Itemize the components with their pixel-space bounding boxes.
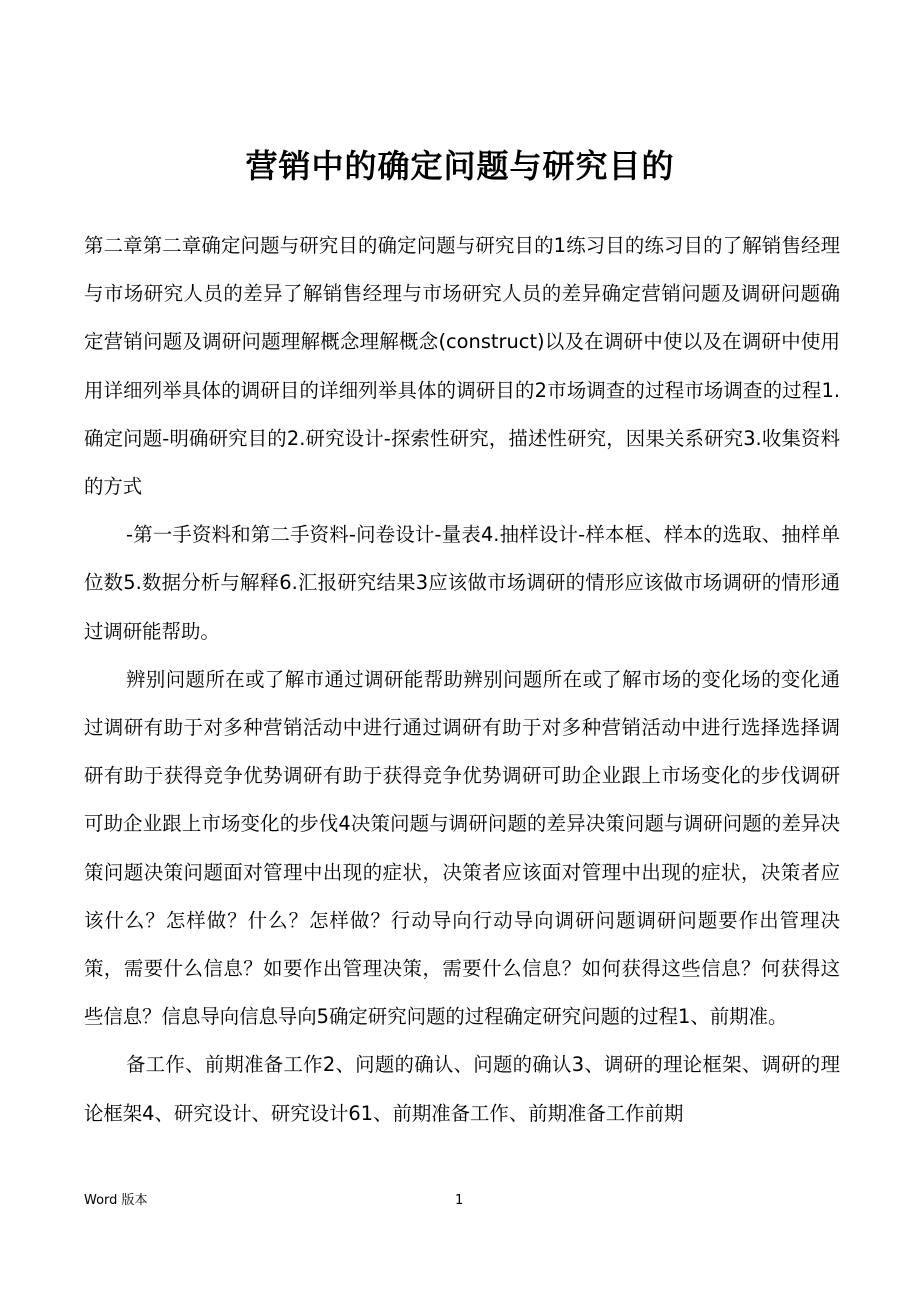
paragraph-2: -第一手资料和第二手资料-问卷设计-量表4.抽样设计-样本框、样本的选取、抽样单位数5.数据分析与解释6.汇报研究结果3应该做市场调研的情形应该做市场调研的情形通过调研能帮助。	[84, 523, 840, 643]
footer-label: Word 版本	[84, 1193, 148, 1208]
paragraph-1: 第二章第二章确定问题与研究目的确定问题与研究目的1练习目的练习目的了解销售经理与市场研究人员的差异了解销售经理与市场研究人员的差异确定营销问题及调研问题确定营销问题及调研问题理解概念理解概念(construct)以及在调研中使以及在调研中使用用详细列举具体的调研目的详细列举具体的调研目的2市场调查的过程市场调查的过程1.确定问题-明确研究目的2.研究设计-探索性研究，描述性研究，因果关系研究3.收集资料的方式	[84, 234, 840, 499]
paragraph-3: 辨别问题所在或了解市通过调研能帮助辨别问题所在或了解市场的变化场的变化通过调研有助于对多种营销活动中进行通过调研有助于对多种营销活动中进行选择选择调研有助于获得竞争优势调研有助于获得竞争优势调研可助企业跟上市场变化的步伐调研可助企业跟上市场变化的步伐4决策问题与调研问题的差异决策问题与调研问题的差异决策问题决策问题面对管理中出现的症状，决策者应该面对管理中出现的症状，决策者应该什么？怎样做？什么？怎样做？行动导向行动导向调研问题调研问题要作出管理决策，需要什么信息？如要作出管理决策，需要什么信息？如何获得这些信息？何获得这些信息？信息导向信息导向5确定研究问题的过程确定研究问题的过程1、前期准。	[84, 667, 840, 1029]
paragraph-4: 备工作、前期准备工作2、问题的确认、问题的确认3、调研的理论框架、调研的理论框架4、研究设计、研究设计61、前期准备工作、前期准备工作前期	[84, 1053, 840, 1125]
document-body	[84, 222, 840, 1138]
document-title: 营销中的确定问题与研究目的	[245, 147, 675, 185]
footer-page-number: 1	[455, 1193, 464, 1208]
